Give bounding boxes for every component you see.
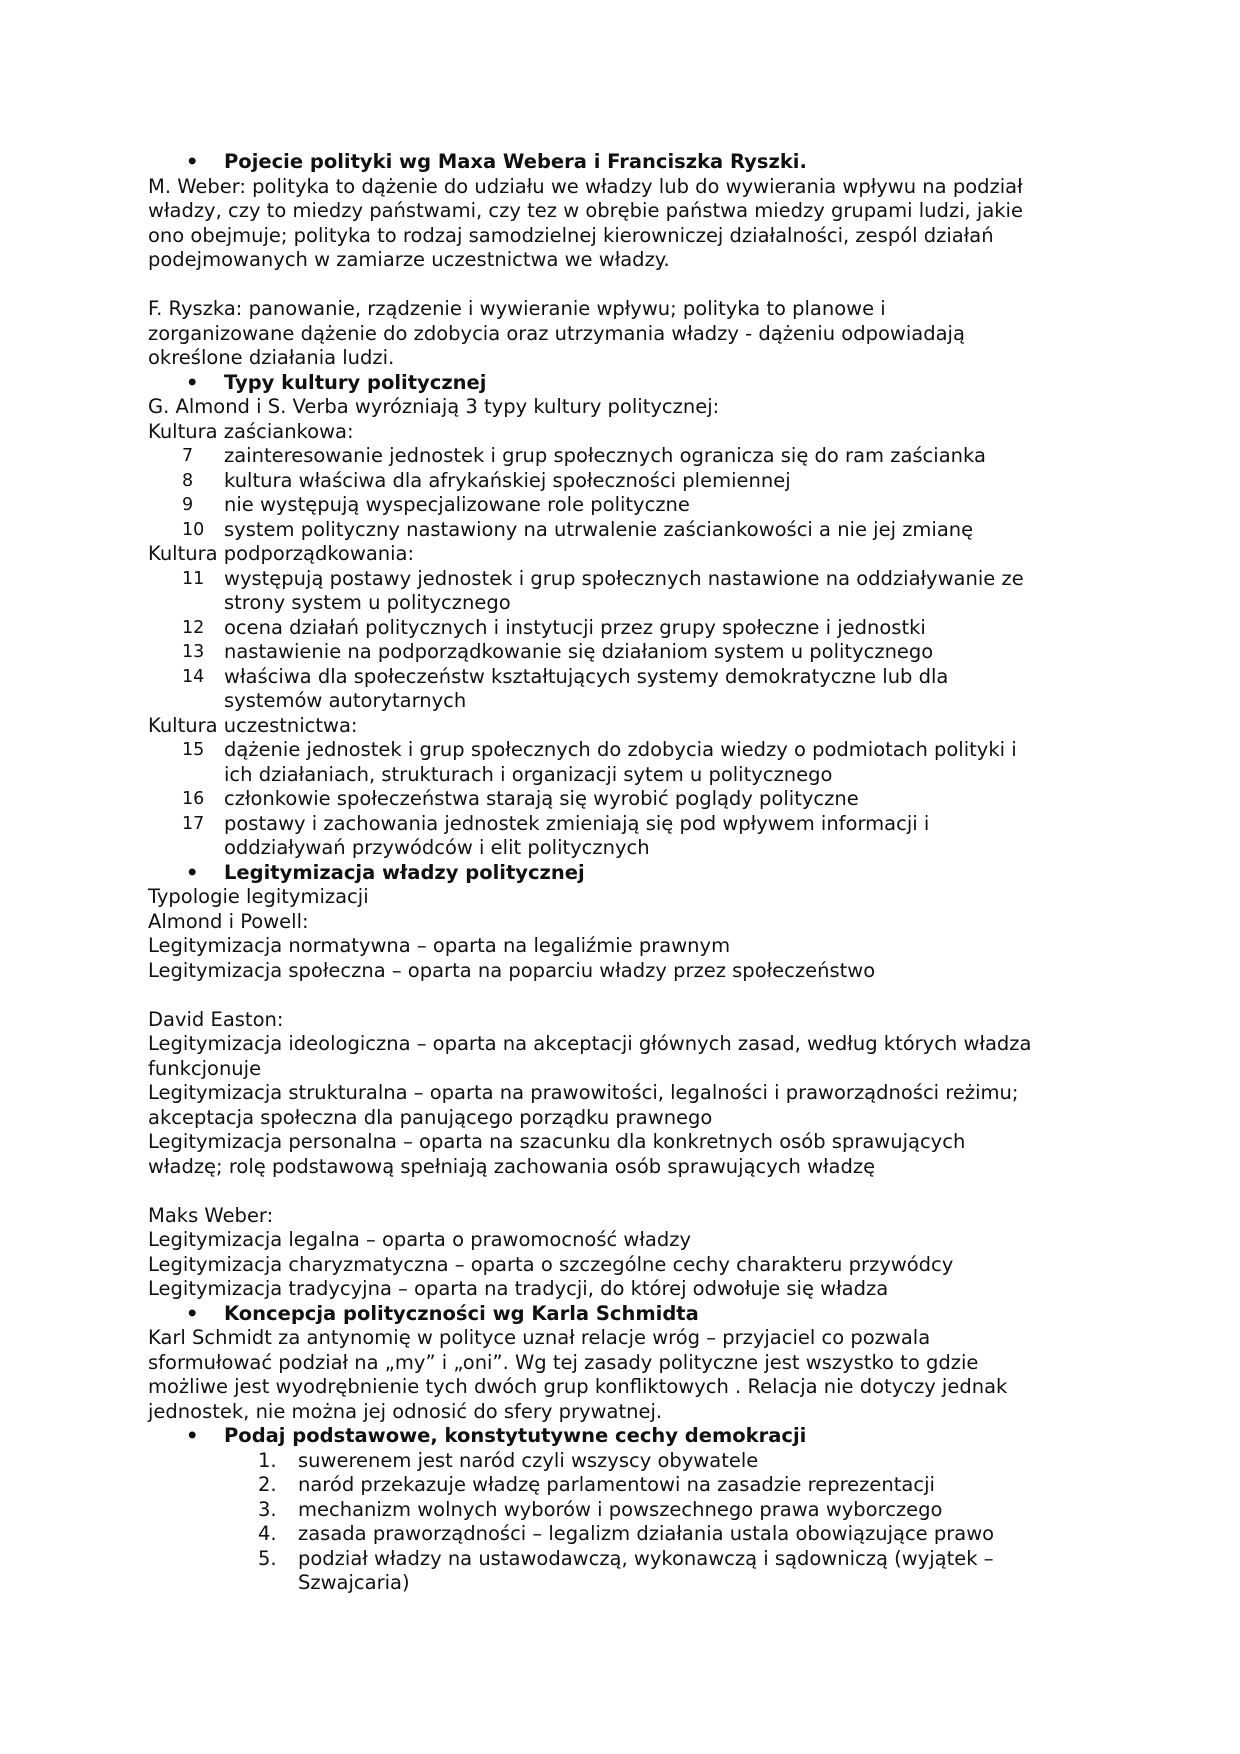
- paragraph-line: Legitymizacja tradycyjna – oparta na tradycji, do której odwołuje się władza: [148, 1277, 889, 1300]
- list-item: 17 postawy i zachowania jednostek zmieniają się pod wpływem informacji i oddziaływań przywódców i elit politycznych: [182, 811, 930, 859]
- paragraph-line: Karl Schmidt za antynomię w polityce uznał relacje wróg – przyjaciel co pozwala: [148, 1326, 931, 1349]
- bullet-icon: •: [186, 370, 199, 394]
- blank-line: [148, 273, 1108, 298]
- blank-line: [148, 983, 1108, 1008]
- subheading: Kultura uczestnictwa:: [148, 713, 358, 737]
- list-item: 1. suwerenem jest naród czyli wszyscy obywatele: [258, 1448, 759, 1472]
- bullet-icon: •: [186, 1424, 199, 1447]
- paragraph-line: Maks Weber:: [148, 1203, 274, 1227]
- paragraph-line: Legitymizacja legalna – oparta o prawomocność władzy: [148, 1228, 692, 1251]
- paragraph-line: władzę; rolę podstawową spełniają zachowania osób sprawujących władzę: [148, 1154, 876, 1178]
- paragraph-line: Legitymizacja normatywna – oparta na legaliźmie prawnym: [148, 934, 731, 957]
- paragraph-line: David Easton:: [148, 1007, 284, 1031]
- list-item: 14 właściwa dla społeczeństw kształtujących systemy demokratyczne lub dla systemów autorytarnych: [182, 664, 949, 712]
- subheading: Kultura zaściankowa:: [148, 419, 354, 443]
- paragraph-line: podejmowanych w zamiarze uczestnictwa we władzy.: [148, 248, 670, 271]
- list-item: 2. naród przekazuje władzę parlamentowi na zasadzie reprezentacji: [258, 1473, 935, 1496]
- paragraph-line: zorganizowane dążenie do zdobycia oraz utrzymania władzy - dążeniu odpowiadają: [148, 321, 965, 345]
- list-item: 15 dążenie jednostek i grup społecznych do zdobycia wiedzy o podmiotach polityki i ich działaniach, strukturach i organizacji sytem u politycznego: [182, 738, 1017, 786]
- bullet-icon: •: [186, 860, 199, 884]
- paragraph-line: Legitymizacja społeczna – oparta na poparciu władzy przez społeczeństwo: [148, 958, 876, 982]
- paragraph-line: Typologie legitymizacji: [148, 885, 369, 908]
- paragraph-line: M. Weber: polityka to dążenie do udziału we władzy lub do wywierania wpływu na podział: [148, 174, 1023, 198]
- section-heading-culture-types: • Typy kultury politycznej: [186, 370, 487, 394]
- list-item: 7 zainteresowanie jednostek i grup społecznych ogranicza się do ram zaścianka: [182, 444, 986, 467]
- section-heading-democracy: • Podaj podstawowe, konstytutywne cechy demokracji: [186, 1424, 807, 1447]
- document-page: [148, 150, 1108, 1596]
- blank-line: [148, 1179, 1108, 1204]
- paragraph-line: Legitymizacja personalna – oparta na szacunku dla konkretnych osób sprawujących: [148, 1130, 966, 1153]
- bullet-icon: •: [186, 1301, 199, 1325]
- section-heading-schmidt: • Koncepcja polityczności wg Karla Schmidta: [186, 1301, 699, 1325]
- paragraph-line: akceptacja społeczna dla panującego porządku prawnego: [148, 1105, 713, 1129]
- list-item: 4. zasada praworządności – legalizm działania ustala obowiązujące prawo: [258, 1522, 995, 1545]
- paragraph-line: Legitymizacja strukturalna – oparta na prawowitości, legalności i praworządności reżimu;: [148, 1081, 1019, 1104]
- paragraph-line: Legitymizacja ideologiczna – oparta na akceptacji głównych zasad, według których władza: [148, 1032, 1032, 1055]
- subheading: Kultura podporządkowania:: [148, 542, 415, 565]
- paragraph-line: funkcjonuje: [148, 1056, 262, 1080]
- paragraph-line: ono obejmuje; polityka to rodzaj samodzielnej kierowniczej działalności, zespól działań: [148, 223, 994, 247]
- list-item: 11 występują postawy jednostek i grup społecznych nastawione na oddziaływanie ze strony system u politycznego: [182, 566, 1024, 614]
- paragraph-line: jednostek, nie można jej odnosić do sfery prywatnej.: [148, 1399, 663, 1423]
- list-item: 13 nastawienie na podporządkowanie się działaniom system u politycznego: [182, 640, 934, 663]
- section-heading-weber-ryszka: • Pojecie polityki wg Maxa Webera i Franciszka Ryszki.: [186, 150, 807, 173]
- paragraph-line: G. Almond i S. Verba wyrózniają 3 typy kultury politycznej:: [148, 395, 720, 418]
- list-item: 10 system polityczny nastawiony na utrwalenie zaściankowości a nie jej zmianę: [182, 517, 974, 541]
- paragraph-line: możliwe jest wyodrębnienie tych dwóch grup konfliktowych . Relacja nie dotyczy jednak: [148, 1375, 1008, 1398]
- list-item: 3. mechanizm wolnych wyborów i powszechnego prawa wyborczego: [258, 1497, 943, 1521]
- list-item: 5. podział władzy na ustawodawczą, wykonawczą i sądowniczą (wyjątek – Szwajcaria): [258, 1546, 994, 1594]
- paragraph-line: określone działania ludzi.: [148, 346, 395, 369]
- list-item: 16 członkowie społeczeństwa starają się wyrobić poglądy polityczne: [182, 787, 859, 810]
- paragraph-line: sformułować podział na „my” i „oni”. Wg tej zasady polityczne jest wszystko to gdzie: [148, 1350, 979, 1374]
- paragraph-line: Legitymizacja charyzmatyczna – oparta o szczególne cechy charakteru przywódcy: [148, 1252, 954, 1276]
- paragraph-line: władzy, czy to miedzy państwami, czy tez w obrębie państwa miedzy grupami ludzi, jakie: [148, 199, 1023, 222]
- paragraph-line: Almond i Powell:: [148, 909, 309, 933]
- list-item: 8 kultura właściwa dla afrykańskiej społeczności plemiennej: [182, 468, 791, 492]
- list-item: 9 nie występują wyspecjalizowane role polityczne: [182, 493, 690, 516]
- bullet-icon: •: [186, 150, 199, 173]
- list-item: 12 ocena działań politycznych i instytucji przez grupy społeczne i jednostki: [182, 615, 926, 639]
- paragraph-line: F. Ryszka: panowanie, rządzenie i wywieranie wpływu; polityka to planowe i: [148, 297, 886, 320]
- section-heading-legitimization: • Legitymizacja władzy politycznej: [186, 860, 585, 884]
